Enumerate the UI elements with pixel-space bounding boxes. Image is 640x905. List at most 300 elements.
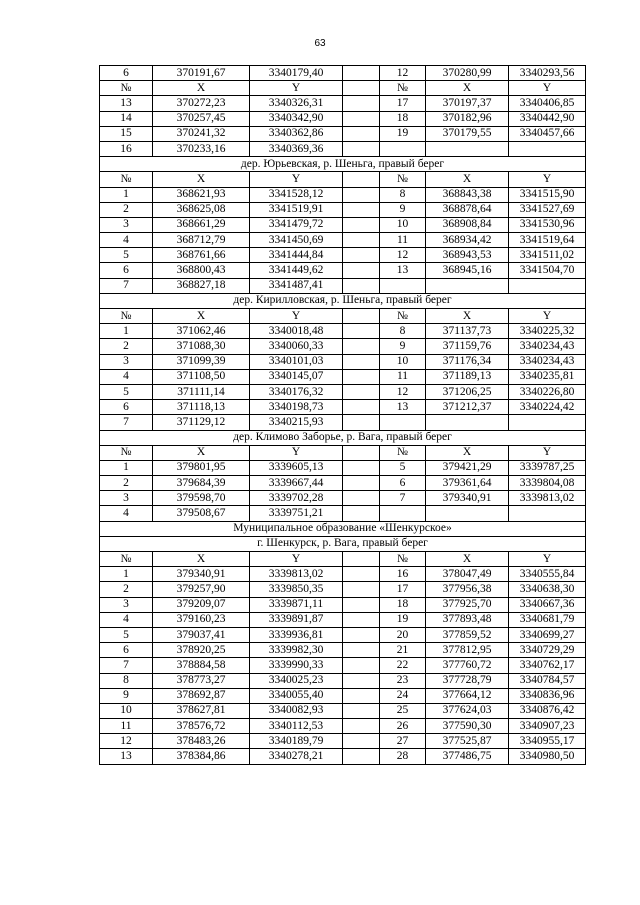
point-number-right-cell: 17 xyxy=(380,582,426,597)
table-row xyxy=(100,734,586,749)
x-coordinate-cell: 379340,91 xyxy=(153,567,250,582)
section-heading: дер. Кирилловская, р. Шеньга, правый берег xyxy=(100,293,586,308)
point-number-right-cell: 26 xyxy=(380,719,426,734)
x-coordinate-right-cell: 378047,49 xyxy=(426,567,509,582)
x-coordinate-right-cell: 377486,75 xyxy=(426,749,509,764)
x-coordinate-right-cell: 370182,96 xyxy=(426,111,509,126)
x-coordinate-cell: 379209,07 xyxy=(153,597,250,612)
y-coordinate-right-cell xyxy=(509,506,586,521)
table-row xyxy=(100,597,586,612)
point-number-cell: 10 xyxy=(100,703,153,718)
table-row xyxy=(100,339,586,354)
y-coordinate-cell: 3339813,02 xyxy=(250,567,343,582)
x-coordinate-cell: 371088,30 xyxy=(153,339,250,354)
x-coordinate-right-cell xyxy=(426,141,509,156)
x-coordinate-cell: 370257,45 xyxy=(153,111,250,126)
spacer-cell xyxy=(343,172,380,187)
x-coordinate-cell: 371099,39 xyxy=(153,354,250,369)
x-coordinate-right-cell: 368943,53 xyxy=(426,248,509,263)
point-number-right-cell: 10 xyxy=(380,217,426,232)
point-number-right-cell: 8 xyxy=(380,187,426,202)
point-number-cell: 12 xyxy=(100,734,153,749)
spacer-cell xyxy=(343,506,380,521)
spacer-cell xyxy=(343,96,380,111)
x-coordinate-right-cell: 377590,30 xyxy=(426,719,509,734)
y-coordinate-cell: 3339990,33 xyxy=(250,658,343,673)
x-coordinate-cell: 378692,87 xyxy=(153,688,250,703)
y-coordinate-cell: 3339702,28 xyxy=(250,491,343,506)
x-coordinate-cell: 371062,46 xyxy=(153,324,250,339)
x-coordinate-cell: 378384,86 xyxy=(153,749,250,764)
section-heading-row xyxy=(100,536,586,551)
table-row xyxy=(100,643,586,658)
spacer-cell xyxy=(343,658,380,673)
point-number-right-cell: 22 xyxy=(380,658,426,673)
x-coordinate-cell: 379037,41 xyxy=(153,627,250,642)
x-coordinate-cell: 378627,81 xyxy=(153,703,250,718)
section-heading-row xyxy=(100,521,586,536)
point-number-right-cell: 7 xyxy=(380,491,426,506)
x-coordinate-cell: 379598,70 xyxy=(153,491,250,506)
x-coordinate-cell: 368827,18 xyxy=(153,278,250,293)
x-coordinate-cell: 370233,16 xyxy=(153,141,250,156)
x-coordinate-cell: 378884,58 xyxy=(153,658,250,673)
y-coordinate-cell: 3339751,21 xyxy=(250,506,343,521)
x-coordinate-right-cell: 379340,91 xyxy=(426,491,509,506)
point-number-cell: 6 xyxy=(100,263,153,278)
table-row xyxy=(100,749,586,764)
spacer-cell xyxy=(343,202,380,217)
section-heading: Муниципальное образование «Шенкурское» xyxy=(100,521,586,536)
x-coordinate-cell: 378773,27 xyxy=(153,673,250,688)
spacer-cell xyxy=(343,339,380,354)
point-number-right-cell: 5 xyxy=(380,460,426,475)
point-number-cell: № xyxy=(100,309,153,324)
point-number-right-cell: 9 xyxy=(380,339,426,354)
table-row xyxy=(100,126,586,141)
table-row xyxy=(100,172,586,187)
point-number-right-cell: № xyxy=(380,445,426,460)
point-number-right-cell: 16 xyxy=(380,567,426,582)
point-number-right-cell: № xyxy=(380,309,426,324)
x-coordinate-cell: 368800,43 xyxy=(153,263,250,278)
point-number-cell: 8 xyxy=(100,673,153,688)
y-coordinate-right-cell: 3340555,84 xyxy=(509,567,586,582)
x-coordinate-right-cell: 371189,13 xyxy=(426,369,509,384)
y-coordinate-right-cell: 3340442,90 xyxy=(509,111,586,126)
point-number-cell: 4 xyxy=(100,369,153,384)
y-coordinate-right-cell: 3339804,08 xyxy=(509,476,586,491)
table-row xyxy=(100,217,586,232)
table-row xyxy=(100,202,586,217)
x-coordinate-right-cell: X xyxy=(426,552,509,567)
table-row xyxy=(100,719,586,734)
y-coordinate-cell: 3341479,72 xyxy=(250,217,343,232)
spacer-cell xyxy=(343,688,380,703)
table-row xyxy=(100,263,586,278)
point-number-right-cell xyxy=(380,141,426,156)
x-coordinate-cell: 371108,50 xyxy=(153,369,250,384)
y-coordinate-right-cell: 3340225,32 xyxy=(509,324,586,339)
x-coordinate-cell: 371111,14 xyxy=(153,384,250,399)
spacer-cell xyxy=(343,354,380,369)
spacer-cell xyxy=(343,248,380,263)
spacer-cell xyxy=(343,111,380,126)
x-coordinate-cell: 368712,79 xyxy=(153,233,250,248)
y-coordinate-cell: 3340025,23 xyxy=(250,673,343,688)
x-coordinate-cell: 371118,13 xyxy=(153,400,250,415)
y-coordinate-right-cell: 3340457,66 xyxy=(509,126,586,141)
y-coordinate-cell: Y xyxy=(250,445,343,460)
y-coordinate-cell: 3340198,73 xyxy=(250,400,343,415)
table-row xyxy=(100,688,586,703)
point-number-cell: 11 xyxy=(100,719,153,734)
table-row xyxy=(100,506,586,521)
table-row xyxy=(100,612,586,627)
y-coordinate-cell: Y xyxy=(250,172,343,187)
point-number-cell: 5 xyxy=(100,248,153,263)
y-coordinate-cell: 3340278,21 xyxy=(250,749,343,764)
x-coordinate-right-cell: 377859,52 xyxy=(426,627,509,642)
y-coordinate-right-cell: 3340226,80 xyxy=(509,384,586,399)
x-coordinate-right-cell xyxy=(426,278,509,293)
coordinates-table xyxy=(99,65,586,765)
section-heading: дер. Климово Заборье, р. Вага, правый берег xyxy=(100,430,586,445)
x-coordinate-cell: 371129,12 xyxy=(153,415,250,430)
x-coordinate-right-cell: 379361,64 xyxy=(426,476,509,491)
spacer-cell xyxy=(343,415,380,430)
point-number-cell: № xyxy=(100,172,153,187)
y-coordinate-right-cell: 3341527,69 xyxy=(509,202,586,217)
spacer-cell xyxy=(343,491,380,506)
point-number-right-cell: 9 xyxy=(380,202,426,217)
point-number-right-cell: 12 xyxy=(380,66,426,81)
spacer-cell xyxy=(343,66,380,81)
y-coordinate-cell: 3339605,13 xyxy=(250,460,343,475)
spacer-cell xyxy=(343,324,380,339)
spacer-cell xyxy=(343,400,380,415)
x-coordinate-right-cell: X xyxy=(426,309,509,324)
x-coordinate-cell: 368625,08 xyxy=(153,202,250,217)
y-coordinate-right-cell: 3340836,96 xyxy=(509,688,586,703)
x-coordinate-right-cell: 377893,48 xyxy=(426,612,509,627)
point-number-cell: 3 xyxy=(100,491,153,506)
point-number-right-cell: 28 xyxy=(380,749,426,764)
spacer-cell xyxy=(343,627,380,642)
point-number-cell: 14 xyxy=(100,111,153,126)
point-number-cell: 1 xyxy=(100,324,153,339)
point-number-right-cell: 11 xyxy=(380,369,426,384)
x-coordinate-cell: 378483,26 xyxy=(153,734,250,749)
y-coordinate-right-cell: 3340729,29 xyxy=(509,643,586,658)
point-number-right-cell: 10 xyxy=(380,354,426,369)
table-row xyxy=(100,445,586,460)
point-number-right-cell: 6 xyxy=(380,476,426,491)
spacer-cell xyxy=(343,81,380,96)
spacer-cell xyxy=(343,126,380,141)
y-coordinate-right-cell: 3339813,02 xyxy=(509,491,586,506)
y-coordinate-right-cell xyxy=(509,141,586,156)
y-coordinate-cell: 3339982,30 xyxy=(250,643,343,658)
table-row xyxy=(100,309,586,324)
point-number-right-cell xyxy=(380,278,426,293)
y-coordinate-right-cell: 3341504,70 xyxy=(509,263,586,278)
point-number-cell: 7 xyxy=(100,415,153,430)
point-number-cell: 3 xyxy=(100,354,153,369)
y-coordinate-right-cell: 3340234,43 xyxy=(509,354,586,369)
y-coordinate-cell: 3340179,40 xyxy=(250,66,343,81)
y-coordinate-cell: 3340215,93 xyxy=(250,415,343,430)
point-number-right-cell: 13 xyxy=(380,263,426,278)
y-coordinate-right-cell: 3340667,36 xyxy=(509,597,586,612)
point-number-right-cell: № xyxy=(380,552,426,567)
table-row xyxy=(100,415,586,430)
point-number-cell: 7 xyxy=(100,658,153,673)
y-coordinate-right-cell: 3341511,02 xyxy=(509,248,586,263)
table-row xyxy=(100,81,586,96)
point-number-cell: 7 xyxy=(100,278,153,293)
point-number-right-cell: 19 xyxy=(380,126,426,141)
x-coordinate-cell: 368661,29 xyxy=(153,217,250,232)
spacer-cell xyxy=(343,460,380,475)
y-coordinate-cell: 3340112,53 xyxy=(250,719,343,734)
x-coordinate-right-cell: X xyxy=(426,445,509,460)
point-number-cell: 1 xyxy=(100,460,153,475)
y-coordinate-cell: Y xyxy=(250,309,343,324)
x-coordinate-cell: 379801,95 xyxy=(153,460,250,475)
point-number-right-cell: 13 xyxy=(380,400,426,415)
spacer-cell xyxy=(343,552,380,567)
point-number-cell: 5 xyxy=(100,384,153,399)
point-number-right-cell: 18 xyxy=(380,111,426,126)
x-coordinate-cell: X xyxy=(153,552,250,567)
spacer-cell xyxy=(343,369,380,384)
point-number-right-cell: 23 xyxy=(380,673,426,688)
point-number-cell: 1 xyxy=(100,187,153,202)
x-coordinate-cell: 370272,23 xyxy=(153,96,250,111)
spacer-cell xyxy=(343,187,380,202)
y-coordinate-cell: 3340326,31 xyxy=(250,96,343,111)
x-coordinate-cell: 379684,39 xyxy=(153,476,250,491)
point-number-right-cell: 12 xyxy=(380,384,426,399)
y-coordinate-cell: 3340018,48 xyxy=(250,324,343,339)
point-number-cell: 1 xyxy=(100,567,153,582)
x-coordinate-right-cell: 377760,72 xyxy=(426,658,509,673)
x-coordinate-right-cell: 379421,29 xyxy=(426,460,509,475)
x-coordinate-right-cell xyxy=(426,415,509,430)
table-row xyxy=(100,141,586,156)
point-number-right-cell: 27 xyxy=(380,734,426,749)
x-coordinate-right-cell: 371137,73 xyxy=(426,324,509,339)
y-coordinate-right-cell: 3339787,25 xyxy=(509,460,586,475)
y-coordinate-right-cell: Y xyxy=(509,309,586,324)
point-number-right-cell: 21 xyxy=(380,643,426,658)
point-number-cell: 3 xyxy=(100,597,153,612)
y-coordinate-cell: 3341528,12 xyxy=(250,187,343,202)
y-coordinate-cell: 3340145,07 xyxy=(250,369,343,384)
table-row xyxy=(100,476,586,491)
section-heading-row xyxy=(100,157,586,172)
x-coordinate-right-cell: 368843,38 xyxy=(426,187,509,202)
point-number-cell: № xyxy=(100,81,153,96)
y-coordinate-cell: Y xyxy=(250,81,343,96)
x-coordinate-right-cell: 368945,16 xyxy=(426,263,509,278)
point-number-right-cell: 8 xyxy=(380,324,426,339)
point-number-cell: 6 xyxy=(100,66,153,81)
section-heading: г. Шенкурск, р. Вага, правый берег xyxy=(100,536,586,551)
spacer-cell xyxy=(343,673,380,688)
y-coordinate-right-cell: 3340224,42 xyxy=(509,400,586,415)
x-coordinate-cell: X xyxy=(153,309,250,324)
point-number-cell: 6 xyxy=(100,400,153,415)
point-number-cell: 2 xyxy=(100,476,153,491)
point-number-right-cell: 18 xyxy=(380,597,426,612)
x-coordinate-cell: 379257,90 xyxy=(153,582,250,597)
point-number-cell: 13 xyxy=(100,96,153,111)
table-row xyxy=(100,460,586,475)
spacer-cell xyxy=(343,749,380,764)
spacer-cell xyxy=(343,309,380,324)
point-number-right-cell: 19 xyxy=(380,612,426,627)
table-row xyxy=(100,384,586,399)
x-coordinate-right-cell: 377624,03 xyxy=(426,703,509,718)
point-number-cell: № xyxy=(100,552,153,567)
x-coordinate-cell: 379160,23 xyxy=(153,612,250,627)
x-coordinate-right-cell: 377525,87 xyxy=(426,734,509,749)
spacer-cell xyxy=(343,734,380,749)
section-heading: дер. Юрьевская, р. Шеньга, правый берег xyxy=(100,157,586,172)
spacer-cell xyxy=(343,263,380,278)
table-row xyxy=(100,96,586,111)
table-row xyxy=(100,324,586,339)
x-coordinate-cell: X xyxy=(153,445,250,460)
y-coordinate-cell: 3339891,87 xyxy=(250,612,343,627)
spacer-cell xyxy=(343,233,380,248)
y-coordinate-right-cell: 3340784,57 xyxy=(509,673,586,688)
spacer-cell xyxy=(343,217,380,232)
y-coordinate-cell: 3339871,11 xyxy=(250,597,343,612)
x-coordinate-right-cell: 370280,99 xyxy=(426,66,509,81)
table-row xyxy=(100,627,586,642)
spacer-cell xyxy=(343,141,380,156)
y-coordinate-right-cell: 3340234,43 xyxy=(509,339,586,354)
section-heading-row xyxy=(100,293,586,308)
y-coordinate-right-cell: 3340980,50 xyxy=(509,749,586,764)
table-row xyxy=(100,233,586,248)
x-coordinate-right-cell: 370197,37 xyxy=(426,96,509,111)
y-coordinate-cell: 3340342,90 xyxy=(250,111,343,126)
x-coordinate-right-cell: 368878,64 xyxy=(426,202,509,217)
y-coordinate-right-cell: Y xyxy=(509,445,586,460)
point-number-cell: 16 xyxy=(100,141,153,156)
x-coordinate-cell: 370191,67 xyxy=(153,66,250,81)
y-coordinate-right-cell: 3341515,90 xyxy=(509,187,586,202)
point-number-cell: 4 xyxy=(100,233,153,248)
x-coordinate-right-cell: 377956,38 xyxy=(426,582,509,597)
point-number-cell: № xyxy=(100,445,153,460)
table-row xyxy=(100,658,586,673)
table-row xyxy=(100,278,586,293)
x-coordinate-right-cell: 371176,34 xyxy=(426,354,509,369)
y-coordinate-right-cell: 3340907,23 xyxy=(509,719,586,734)
x-coordinate-cell: 370241,32 xyxy=(153,126,250,141)
x-coordinate-cell: 379508,67 xyxy=(153,506,250,521)
point-number-right-cell: 17 xyxy=(380,96,426,111)
coordinates-table-body xyxy=(100,66,586,765)
y-coordinate-cell: 3339850,35 xyxy=(250,582,343,597)
y-coordinate-cell: 3340189,79 xyxy=(250,734,343,749)
x-coordinate-cell: 378920,25 xyxy=(153,643,250,658)
y-coordinate-cell: 3340055,40 xyxy=(250,688,343,703)
x-coordinate-right-cell: 368908,84 xyxy=(426,217,509,232)
y-coordinate-cell: 3340082,93 xyxy=(250,703,343,718)
point-number-right-cell: 24 xyxy=(380,688,426,703)
table-row xyxy=(100,400,586,415)
y-coordinate-right-cell: 3340293,56 xyxy=(509,66,586,81)
spacer-cell xyxy=(343,567,380,582)
point-number-right-cell: 12 xyxy=(380,248,426,263)
point-number-right-cell: № xyxy=(380,172,426,187)
y-coordinate-cell: 3340101,03 xyxy=(250,354,343,369)
point-number-right-cell: 25 xyxy=(380,703,426,718)
spacer-cell xyxy=(343,445,380,460)
x-coordinate-right-cell: X xyxy=(426,81,509,96)
x-coordinate-right-cell: 377812,95 xyxy=(426,643,509,658)
x-coordinate-cell: X xyxy=(153,81,250,96)
x-coordinate-right-cell: 377728,79 xyxy=(426,673,509,688)
y-coordinate-right-cell: 3340681,79 xyxy=(509,612,586,627)
spacer-cell xyxy=(343,476,380,491)
y-coordinate-cell: 3341450,69 xyxy=(250,233,343,248)
y-coordinate-cell: 3341519,91 xyxy=(250,202,343,217)
table-row xyxy=(100,369,586,384)
x-coordinate-right-cell: 368934,42 xyxy=(426,233,509,248)
spacer-cell xyxy=(343,719,380,734)
y-coordinate-right-cell xyxy=(509,415,586,430)
y-coordinate-cell: 3341449,62 xyxy=(250,263,343,278)
table-row xyxy=(100,491,586,506)
point-number-right-cell xyxy=(380,506,426,521)
table-row xyxy=(100,552,586,567)
spacer-cell xyxy=(343,612,380,627)
x-coordinate-right-cell: 370179,55 xyxy=(426,126,509,141)
x-coordinate-cell: 378576,72 xyxy=(153,719,250,734)
table-row xyxy=(100,582,586,597)
spacer-cell xyxy=(343,643,380,658)
y-coordinate-right-cell: Y xyxy=(509,552,586,567)
point-number-cell: 4 xyxy=(100,506,153,521)
y-coordinate-right-cell: 3341530,96 xyxy=(509,217,586,232)
point-number-right-cell: 20 xyxy=(380,627,426,642)
point-number-cell: 4 xyxy=(100,612,153,627)
table-row xyxy=(100,703,586,718)
y-coordinate-cell: 3340060,33 xyxy=(250,339,343,354)
point-number-cell: 2 xyxy=(100,339,153,354)
point-number-cell: 15 xyxy=(100,126,153,141)
table-row xyxy=(100,354,586,369)
y-coordinate-cell: 3339936,81 xyxy=(250,627,343,642)
point-number-cell: 2 xyxy=(100,582,153,597)
table-row xyxy=(100,66,586,81)
y-coordinate-right-cell: Y xyxy=(509,81,586,96)
y-coordinate-cell: Y xyxy=(250,552,343,567)
point-number-right-cell xyxy=(380,415,426,430)
point-number-cell: 3 xyxy=(100,217,153,232)
table-row xyxy=(100,187,586,202)
point-number-cell: 5 xyxy=(100,627,153,642)
y-coordinate-right-cell: 3340638,30 xyxy=(509,582,586,597)
spacer-cell xyxy=(343,597,380,612)
